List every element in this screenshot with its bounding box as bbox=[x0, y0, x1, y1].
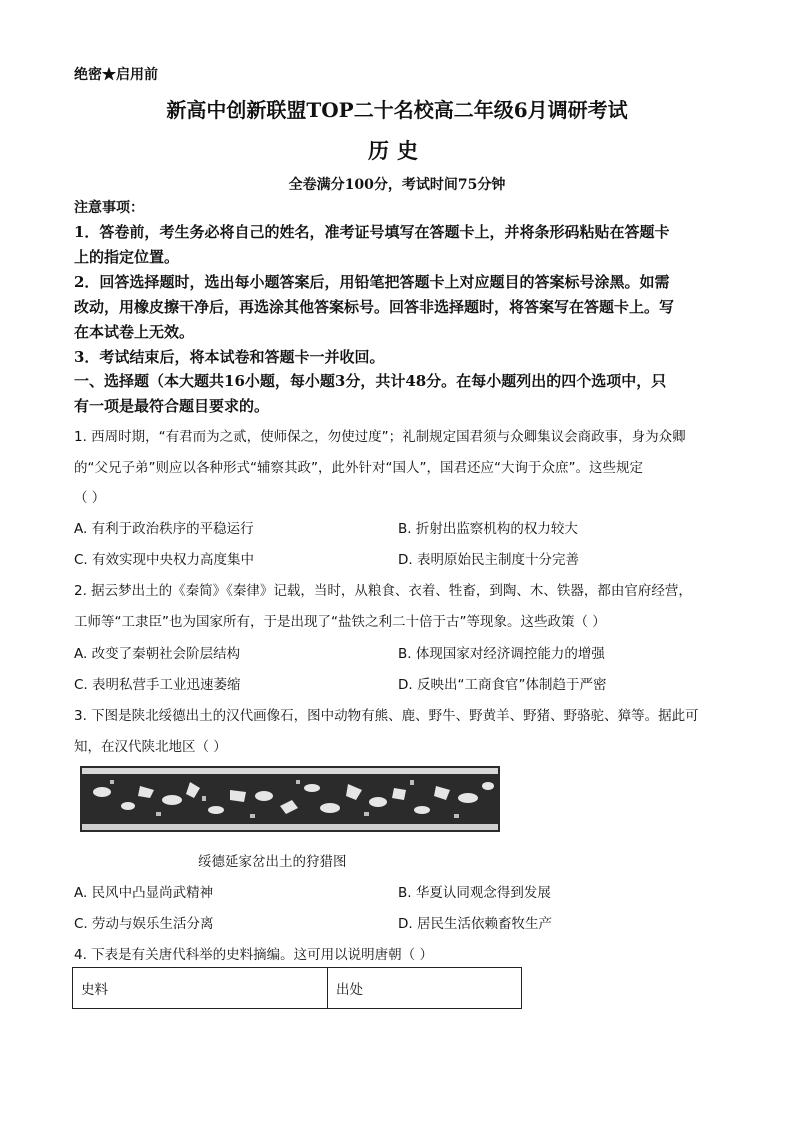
option-a: A. 改变了秦朝社会阶层结构 bbox=[74, 646, 241, 662]
table-header-origin: 出处 bbox=[328, 968, 522, 1009]
option-c: C. 表明私营手工业迅速萎缩 bbox=[74, 677, 241, 693]
notice-line: 1．答卷前，考生务必将自己的姓名，准考证号填写在答题卡上，并将条形码粘贴在答题卡 bbox=[74, 223, 670, 241]
source-table bbox=[72, 967, 522, 1009]
option-c: C. 有效实现中央权力高度集中 bbox=[74, 552, 255, 568]
option-b: B. 折射出监察机构的权力较大 bbox=[398, 521, 578, 537]
option-a: A. 有利于政治秩序的平稳运行 bbox=[74, 521, 254, 537]
question-2-text: 工师等“工隶臣”也为国家所有，于是出现了“盐铁之利二十倍于古”等现象。这些政策（ ） bbox=[74, 614, 606, 630]
option-d: D. 反映出“工商食官”体制趋于严密 bbox=[398, 677, 607, 693]
question-1-text: （ ） bbox=[74, 490, 106, 506]
image-caption: 绥德延家岔出土的狩猎图 bbox=[198, 854, 347, 870]
option-b: B. 体现国家对经济调控能力的增强 bbox=[398, 646, 605, 662]
hunting-relief-image bbox=[80, 766, 500, 832]
notice-line: 在本试卷上无效。 bbox=[74, 323, 195, 341]
confidential-label: 绝密★启用前 bbox=[74, 67, 158, 83]
option-d: D. 表明原始民主制度十分完善 bbox=[398, 552, 579, 568]
notice-line: 2．回答选择题时，选出每小题答案后，用铅笔把答题卡上对应题目的答案标号涂黑。如需 bbox=[74, 273, 670, 291]
subject-title: 历史 bbox=[368, 138, 426, 163]
option-b: B. 华夏认同观念得到发展 bbox=[398, 885, 551, 901]
question-3-text: 3. 下图是陕北绥德出土的汉代画像石，图中动物有熊、鹿、野牛、野黄羊、野猪、野骆驼、獐等。据此可 bbox=[74, 708, 699, 724]
question-3-text: 知，在汉代陕北地区（ ） bbox=[74, 739, 227, 755]
table-row bbox=[73, 968, 522, 1009]
question-4-text: 4. 下表是有关唐代科举的史料摘编。这可用以说明唐朝（ ） bbox=[74, 947, 433, 963]
question-1-text: 1. 西周时期，“有君而为之贰，使师保之，勿使过度”；礼制规定国君须与众卿集议会商政事，身为众卿 bbox=[74, 429, 686, 445]
question-1-text: 的“父兄子弟”则应以各种形式“辅察其政”，此外针对“国人”，国君还应“大询于众庶”。这些规定 bbox=[74, 460, 643, 476]
table-header-source: 史料 bbox=[73, 968, 328, 1009]
option-a: A. 民风中凸显尚武精神 bbox=[74, 885, 214, 901]
option-d: D. 居民生活依赖畜牧生产 bbox=[398, 916, 552, 932]
notice-heading: 注意事项： bbox=[74, 200, 144, 216]
exam-title: 新高中创新联盟TOP二十名校高二年级6月调研考试 bbox=[166, 98, 628, 122]
section-heading: 一、选择题（本大题共16小题，每小题3分，共计48分。在每小题列出的四个选项中，只 bbox=[74, 372, 667, 390]
notice-line: 改动，用橡皮擦干净后，再选涂其他答案标号。回答非选择题时，将答案写在答题卡上。写 bbox=[74, 298, 675, 316]
option-c: C. 劳动与娱乐生活分离 bbox=[74, 916, 214, 932]
notice-line: 上的指定位置。 bbox=[74, 248, 180, 266]
section-heading: 有一项是最符合题目要求的。 bbox=[74, 397, 270, 415]
question-2-text: 2. 据云梦出土的《秦简》《秦律》记载，当时，从粮食、衣着、牲畜，到陶、木、铁器，都由官府经营， bbox=[74, 583, 692, 599]
notice-line: 3．考试结束后，将本试卷和答题卡一并收回。 bbox=[74, 348, 385, 366]
exam-meta: 全卷满分100分，考试时间75分钟 bbox=[288, 177, 506, 193]
